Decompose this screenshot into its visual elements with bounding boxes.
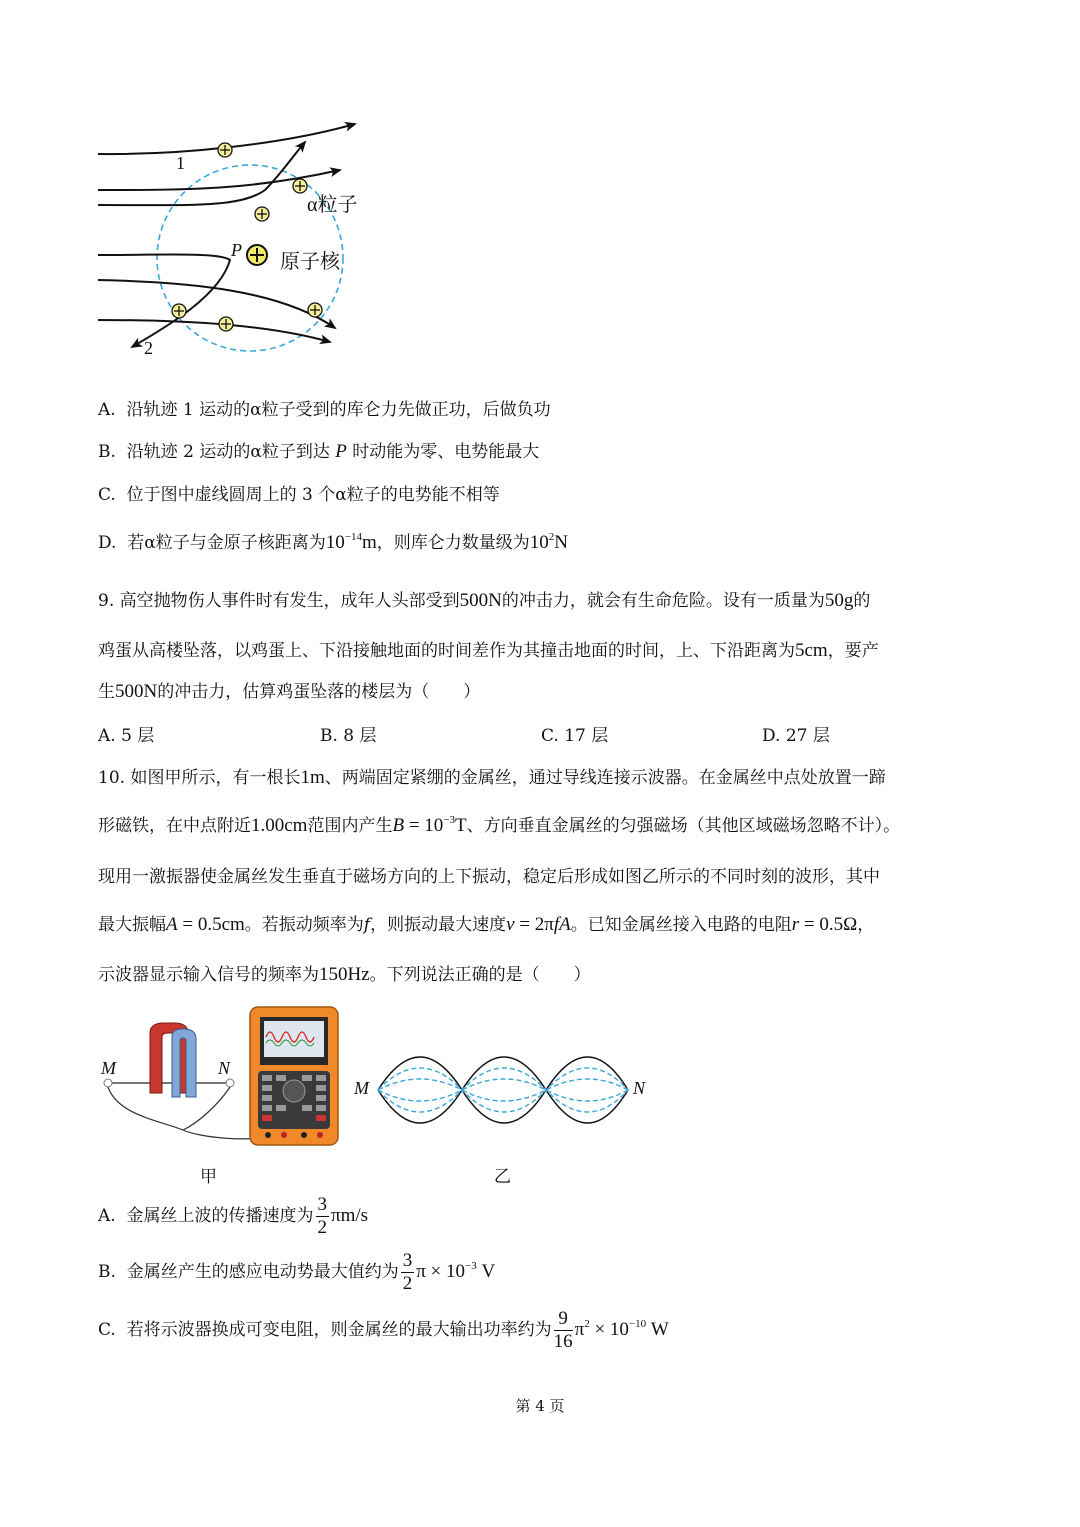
wave-envelope: [378, 1057, 628, 1090]
q9-option-d: D. 27 层: [762, 726, 830, 746]
label-point-p: P: [231, 240, 242, 260]
q8-option-d: D. 若α粒子与金原子核距离为$10^{-14}m$，则库仑力数量级为$10^2N$: [98, 531, 568, 553]
q9-option-b: B. 8 层: [320, 726, 377, 746]
q10-option-b: B. 金属丝产生的感应电动势最大值约为 $\frac{3}{2}$ $\pi \times 10^{-3}$ V: [98, 1250, 496, 1294]
q10-line-3: 现用一激振器使金属丝发生垂直于磁场方向的上下振动，稳定后形成如图乙所示的不同时刻的波形，其中: [98, 867, 880, 887]
q10-option-a: A. 金属丝上波的传播速度为 $\frac{3}{2}$ πm/s: [98, 1194, 369, 1238]
label-m-jia: M: [101, 1058, 116, 1078]
q8-option-c: C. 位于图中虚线圆周上的 3 个α粒子的电势能不相等: [98, 485, 500, 505]
label-m-yi: M: [354, 1078, 369, 1098]
page-footer: 第 4 页: [515, 1397, 565, 1415]
trajectory-steep: [98, 142, 305, 205]
q10-line-2: 形磁铁，在中点附近1.00cm范围内产生$B = 10^{-3}T$、方向垂直金属丝的匀强磁场（其他区域磁场忽略不计）。: [98, 814, 901, 836]
q10-line-4: 最大振幅A = 0.5cm。若振动频率为f，则振动最大速度v = 2πfA。已知金属丝接入电路的电阻r = 0.5Ω，: [98, 914, 875, 935]
trajectory-2: [98, 254, 230, 347]
figure-jia-apparatus: [98, 1005, 343, 1155]
horseshoe-magnet: [150, 1023, 196, 1097]
q9-line-1: 9. 高空抛物伤人事件时有发生，成年人头部受到500N的冲击力，就会有生命危险。设有一质量为50g的: [98, 590, 871, 611]
q8-option-b: B. 沿轨迹 2 运动的α粒子到达 P 时动能为零、电势能最大: [98, 441, 540, 462]
label-alpha-particle: α粒子: [307, 194, 358, 216]
q8-option-a: A. 沿轨迹 1 运动的α粒子受到的库仑力先做正功，后做负功: [98, 400, 551, 420]
caption-yi: 乙: [494, 1167, 511, 1187]
q9-option-a: A. 5 层: [98, 726, 155, 746]
q9-option-c: C. 17 层: [541, 726, 609, 746]
label-nucleus: 原子核: [280, 249, 340, 273]
oscilloscope: [250, 1007, 338, 1145]
q9-line-2: 鸡蛋从高楼坠落，以鸡蛋上、下沿接触地面的时间差作为其撞击地面的时间，上、下沿距离为5cm，要产: [98, 640, 879, 661]
caption-jia: 甲: [200, 1167, 217, 1187]
q9-line-3: 生500N的冲击力，估算鸡蛋坠落的楼层为（ ）: [98, 681, 481, 702]
q10-line-5: 示波器显示输入信号的频率为150Hz。下列说法正确的是（ ）: [98, 964, 591, 985]
label-trajectory-1: 1: [176, 153, 185, 173]
figure-yi-standing-wave: [370, 1040, 635, 1140]
label-trajectory-2: 2: [144, 338, 153, 358]
trajectory-bottom: [98, 320, 330, 342]
q10-line-1: 10. 如图甲所示，有一根长1m、两端固定紧绷的金属丝，通过导线连接示波器。在金属丝中点处放置一蹄: [98, 767, 886, 788]
label-n-yi: N: [633, 1078, 646, 1098]
label-n-jia: N: [218, 1058, 231, 1078]
atomic-nucleus: [247, 245, 267, 265]
alpha-particle: [172, 143, 322, 331]
q10-option-c: C. 若将示波器换成可变电阻，则金属丝的最大输出功率约为 $\frac{9}{16}$ $\pi^2 \times 10^{-10}$ W: [98, 1308, 669, 1352]
